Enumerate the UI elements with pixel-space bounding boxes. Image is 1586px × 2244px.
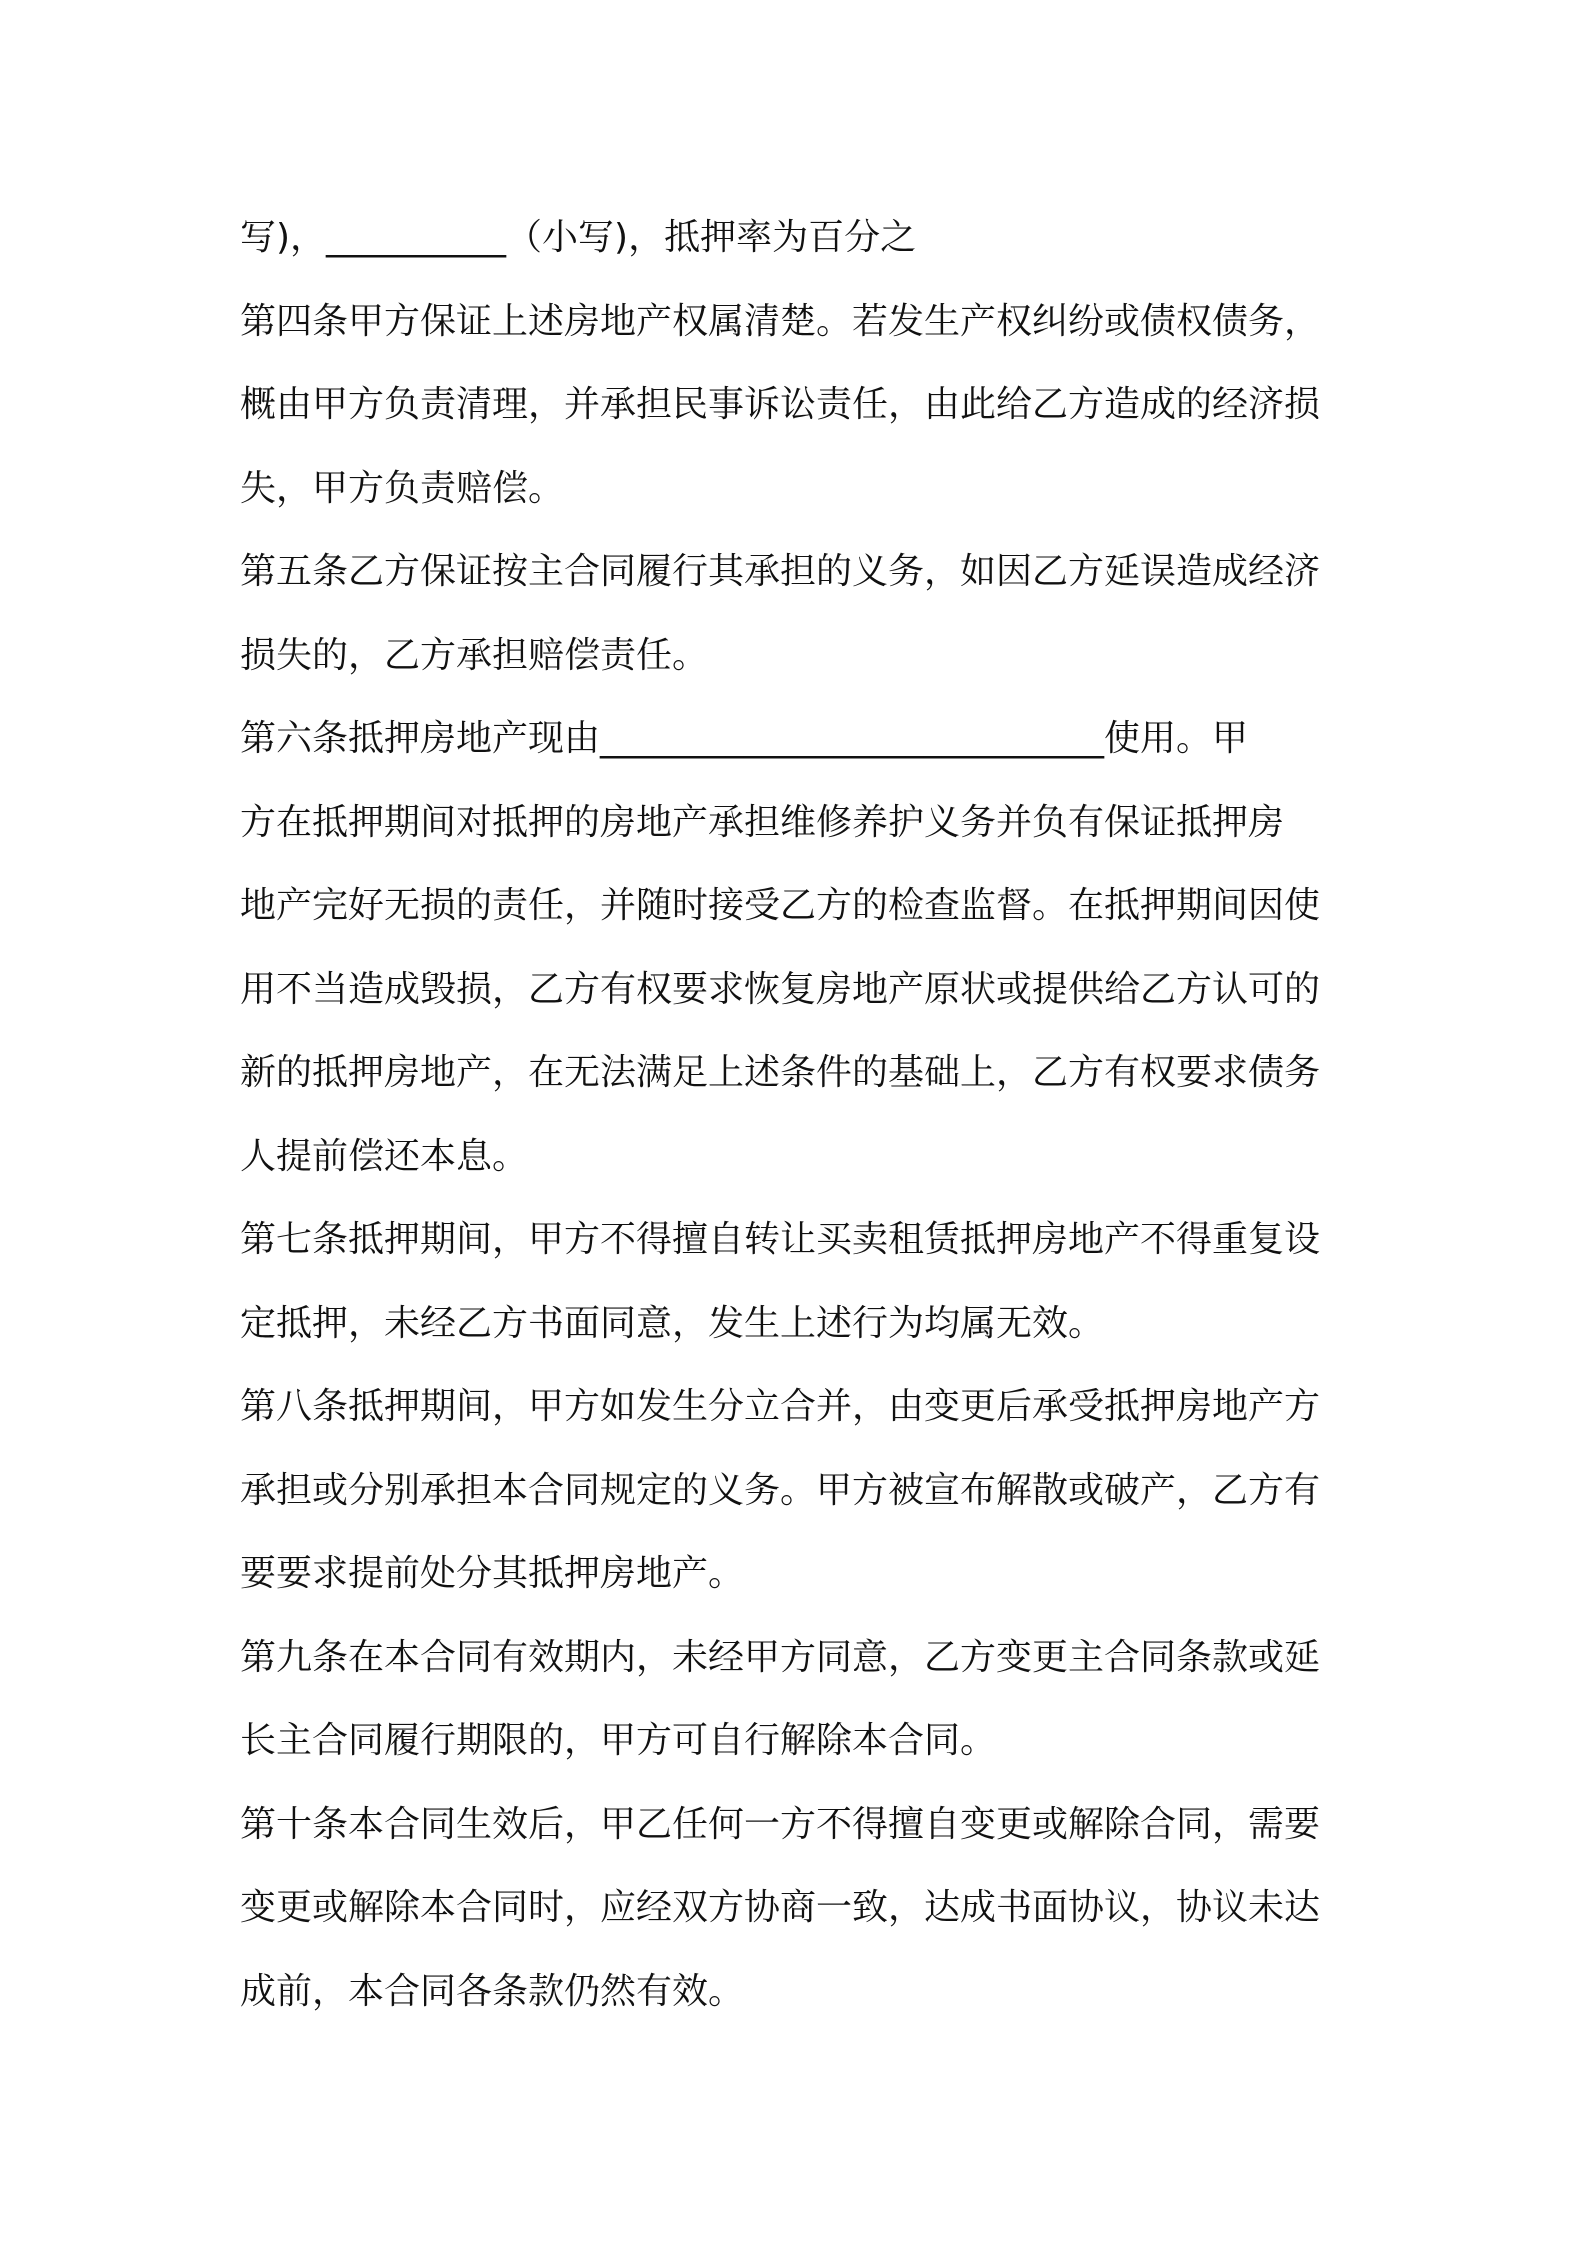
text-line: 要要求提前处分其抵押房地产。 [240,1553,745,1594]
text-line: 第八条抵押期间，甲方如发生分立合并，由变更后承受抵押房地产方 [240,1386,1321,1427]
text-line: 承担或分别承担本合同规定的义务。甲方被宣布解散或破产，乙方有 [240,1469,1321,1511]
text-line: 第六条抵押房地产现由____________________________使用。甲 [240,718,1249,759]
contract-text [240,196,1360,2033]
text-line: 新的抵押房地产，在无法满足上述条件的基础上，乙方有权要求债务 [240,1052,1321,1093]
text-line: 第五条乙方保证按主合同履行其承担的义务，如因乙方延误造成经济 [240,551,1321,592]
text-line: 人提前偿还本息。 [240,1135,529,1177]
text-line: 地产完好无损的责任，并随时接受乙方的检查监督。在抵押期间因使 [240,885,1321,926]
text-line: 概由甲方负责清理，并承担民事诉讼责任，由此给乙方造成的经济损 [240,384,1321,425]
text-line: 定抵押，未经乙方书面同意，发生上述行为均属无效。 [240,1302,1105,1344]
text-line: 变更或解除本合同时，应经双方协商一致，达成书面协议，协议未达 [240,1887,1321,1928]
text-line: 第七条抵押期间，甲方不得擅自转让买卖租赁抵押房地产不得重复设 [240,1219,1321,1260]
text-line: 方在抵押期间对抵押的房地产承担维修养护义务并负有保证抵押房 [240,801,1285,843]
text-line: 失，甲方负责赔偿。 [240,467,565,509]
text-line: 第十条本合同生效后，甲乙任何一方不得擅自变更或解除合同，需要 [240,1803,1321,1845]
text-line: 第四条甲方保证上述房地产权属清楚。若发生产权纠纷或债权债务， [240,300,1321,342]
text-line: 成前，本合同各条款仍然有效。 [240,1970,745,2012]
text-line: 用不当造成毁损，乙方有权要求恢复房地产原状或提供给乙方认可的 [240,968,1321,1010]
text-line: 损失的，乙方承担赔偿责任。 [240,634,709,676]
text-line: 写)，__________（小写)，抵押率为百分之 [240,217,917,258]
text-line: 第九条在本合同有效期内，未经甲方同意，乙方变更主合同条款或延 [240,1636,1321,1678]
text-line: 长主合同履行期限的，甲方可自行解除本合同。 [240,1720,997,1761]
